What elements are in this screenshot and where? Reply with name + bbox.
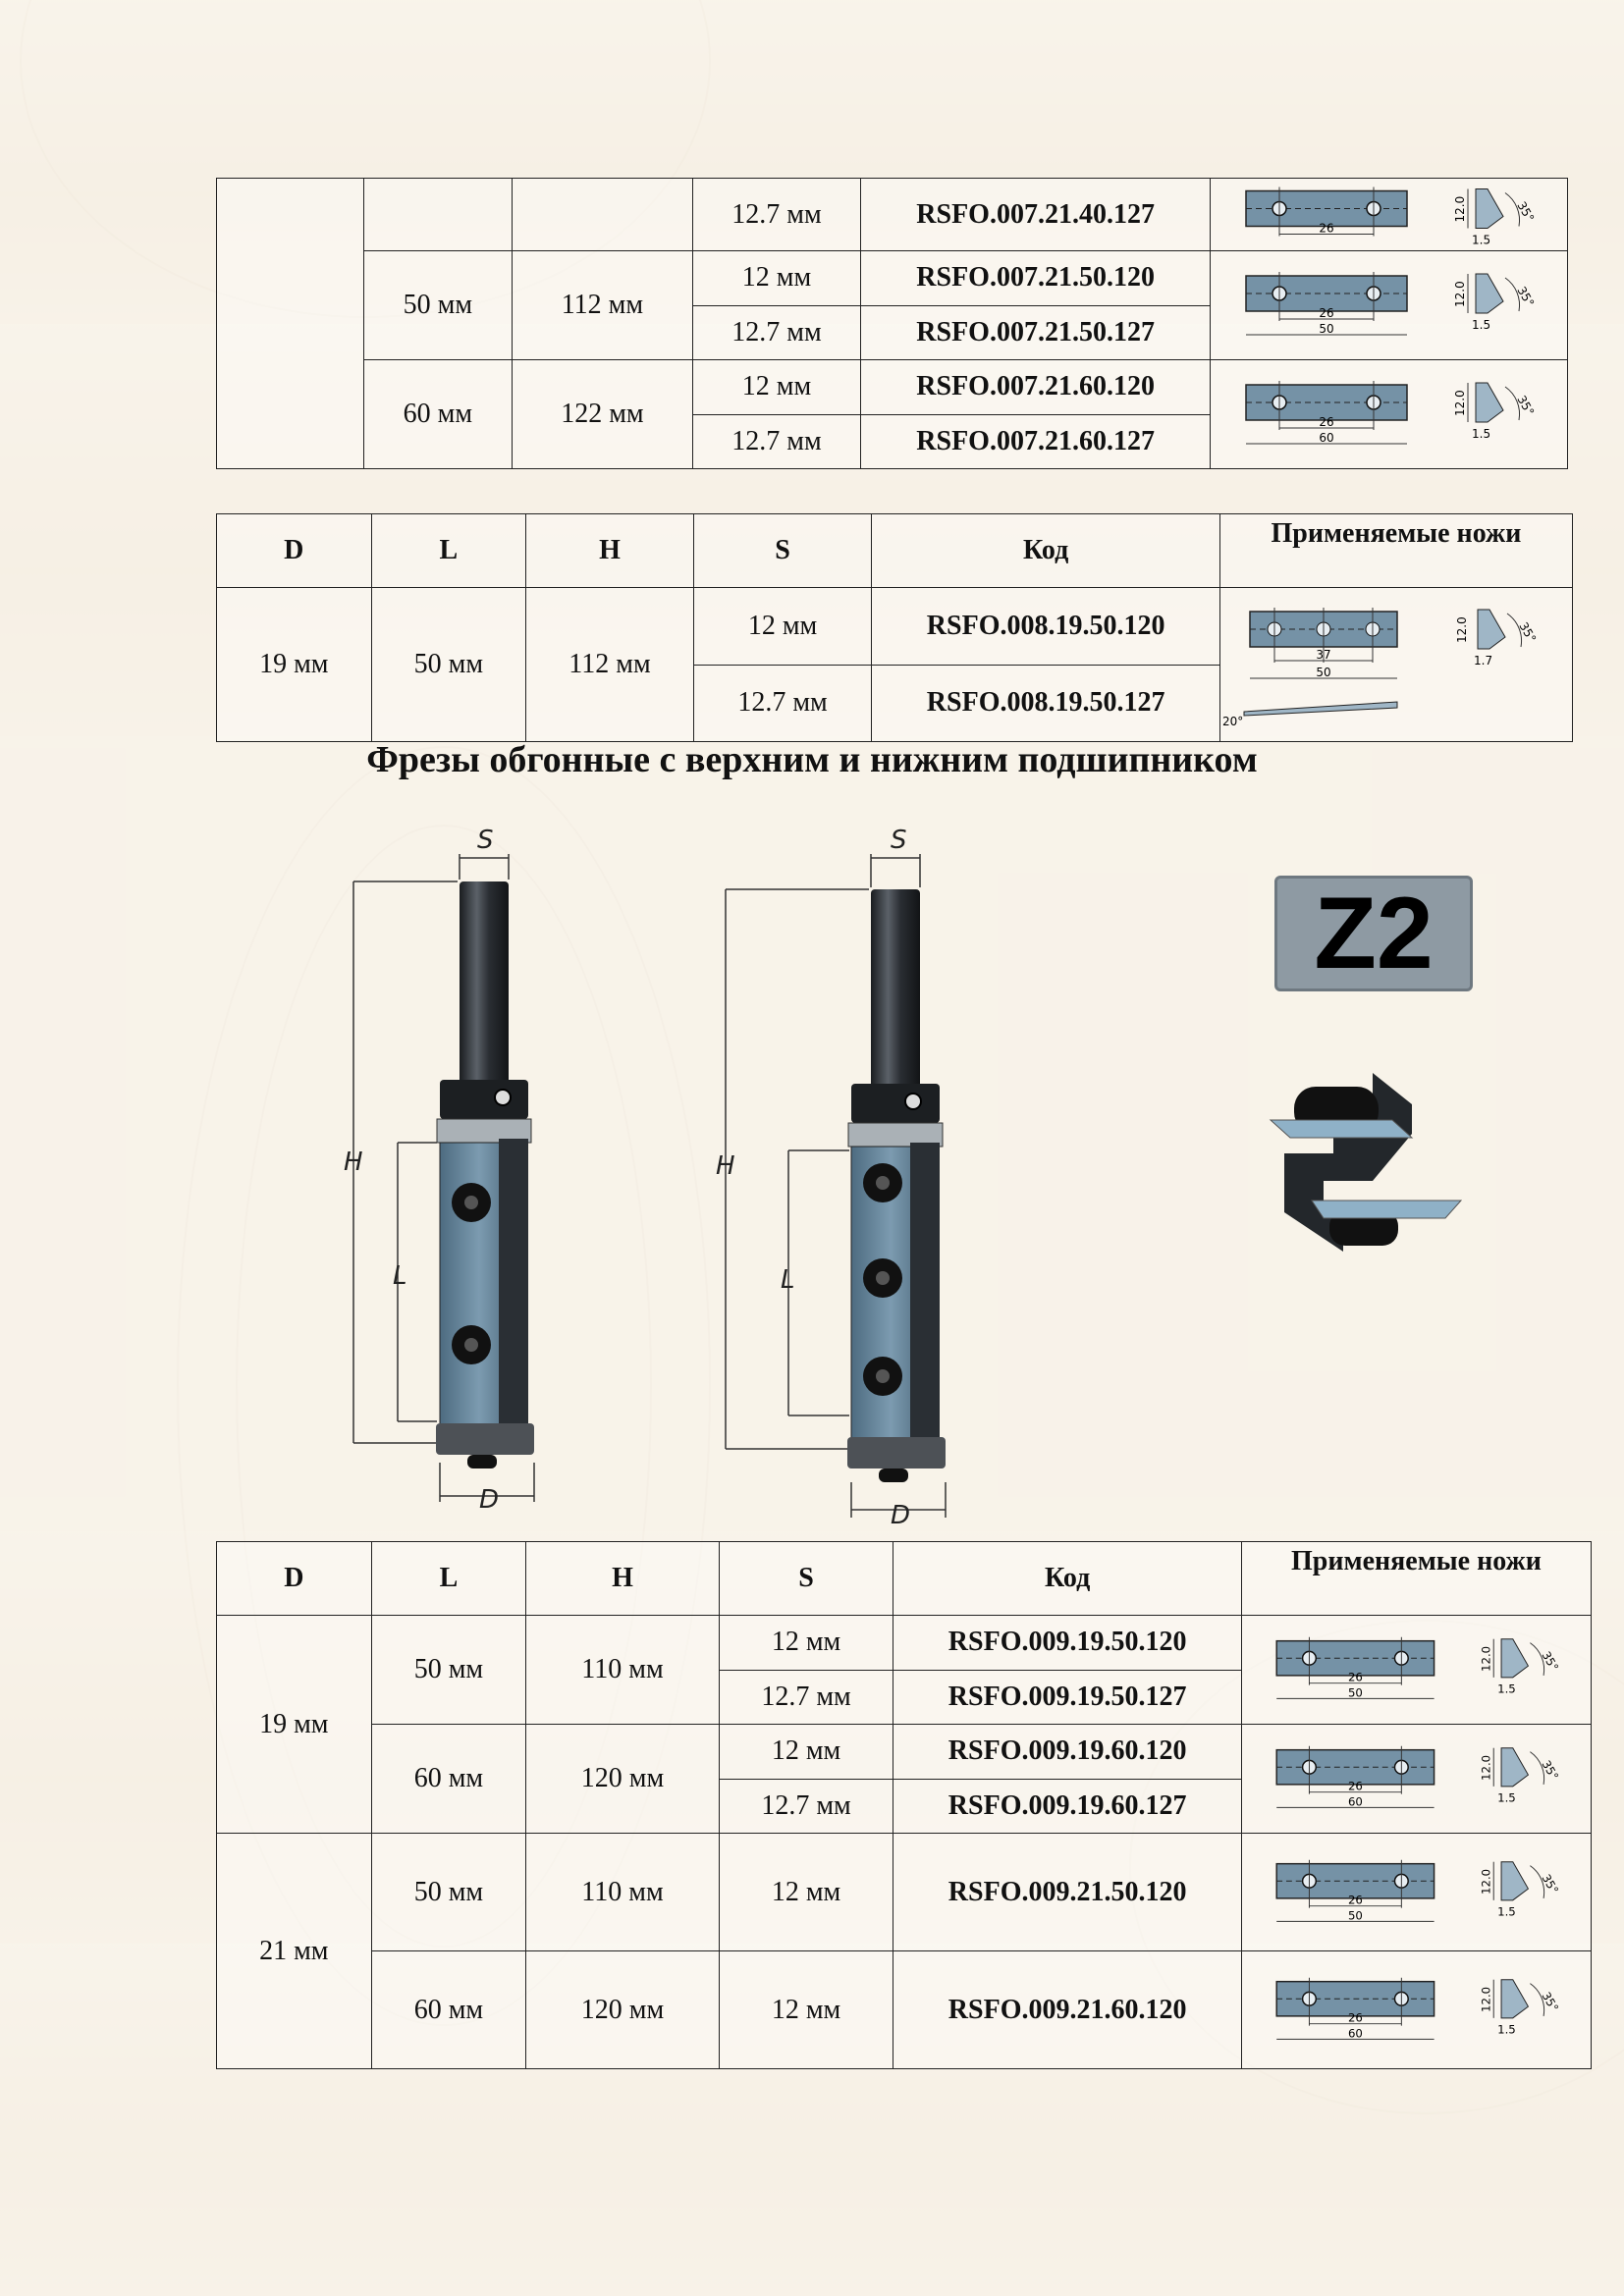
knife-dim-hole-spacing: 26 bbox=[1347, 1670, 1363, 1684]
knife-angle: 35° bbox=[1514, 284, 1538, 309]
l-cell: 50 мм bbox=[363, 251, 513, 360]
code-cell: RSFO.007.21.50.127 bbox=[861, 305, 1211, 360]
d-cell bbox=[217, 179, 364, 469]
cutter-drawing-two-screws bbox=[334, 815, 569, 1522]
header-row bbox=[217, 514, 1573, 588]
h-cell: 122 мм bbox=[513, 360, 693, 469]
header-h: H bbox=[526, 514, 694, 588]
knife-dim-height: 12.0 bbox=[1452, 281, 1467, 307]
knife-dim-thickness: 1.5 bbox=[1497, 1790, 1516, 1805]
knife-dim-hole-spacing: 26 bbox=[1347, 1893, 1363, 1907]
knife-dim-thickness: 1.7 bbox=[1473, 654, 1493, 667]
knife-dim-thickness: 1.5 bbox=[1497, 1682, 1516, 1696]
knife-dim-hole-spacing: 26 bbox=[1319, 221, 1334, 236]
table-row bbox=[217, 179, 1568, 251]
knife-dim-thickness: 1.5 bbox=[1471, 318, 1491, 332]
knife-dim-hole-spacing: 26 bbox=[1319, 306, 1334, 320]
header-d: D bbox=[217, 514, 372, 588]
code-cell: RSFO.009.19.60.127 bbox=[893, 1779, 1242, 1834]
knife-dim-height: 12.0 bbox=[1454, 616, 1469, 643]
knife-dim-length: 50 bbox=[1347, 1685, 1363, 1700]
knife-profile bbox=[1501, 1748, 1528, 1787]
label-h: H bbox=[716, 1151, 735, 1181]
h-cell: 112 мм bbox=[513, 251, 693, 360]
code-cell: RSFO.007.21.60.120 bbox=[861, 360, 1211, 415]
label-d: D bbox=[891, 1501, 911, 1530]
s-cell: 12.7 мм bbox=[692, 179, 861, 251]
table-rsfo-009 bbox=[216, 1541, 1592, 2069]
label-s: S bbox=[477, 826, 494, 855]
knife-dim-height: 12.0 bbox=[1479, 1754, 1493, 1781]
knife-dim-height: 12.0 bbox=[1479, 1986, 1493, 2012]
table-rsfo-007 bbox=[216, 178, 1568, 469]
header-l: L bbox=[371, 514, 526, 588]
s-cell: 12.7 мм bbox=[693, 665, 872, 742]
code-cell: RSFO.008.19.50.120 bbox=[872, 588, 1220, 666]
knife-svg bbox=[1211, 251, 1567, 359]
s-cell: 12 мм bbox=[719, 1834, 893, 1951]
knife-dim-hole-spacing: 26 bbox=[1347, 2010, 1363, 2025]
table-row bbox=[217, 1725, 1592, 1780]
knife-profile bbox=[1476, 274, 1503, 313]
knife-dim-length: 60 bbox=[1347, 2025, 1363, 2040]
knife-dim-thickness: 1.5 bbox=[1497, 2021, 1516, 2036]
header-h: H bbox=[526, 1542, 720, 1616]
h-cell bbox=[513, 179, 693, 251]
table-row bbox=[217, 1834, 1592, 1951]
knife-dim-hole-spacing: 26 bbox=[1319, 415, 1334, 429]
table-row bbox=[217, 1616, 1592, 1671]
d-cell: 19 мм bbox=[217, 588, 372, 742]
knife-profile bbox=[1476, 189, 1503, 229]
table-row bbox=[217, 251, 1568, 306]
knife-svg bbox=[1211, 360, 1567, 468]
knife-dim-length: 50 bbox=[1316, 666, 1331, 679]
knife-profile bbox=[1501, 1639, 1528, 1678]
code-cell: RSFO.009.21.60.120 bbox=[893, 1951, 1242, 2069]
knife-dim-length: 50 bbox=[1319, 322, 1334, 336]
cutting-profile-icon bbox=[1265, 1065, 1471, 1252]
code-cell: RSFO.009.19.50.120 bbox=[893, 1616, 1242, 1671]
knife-dim-thickness: 1.5 bbox=[1497, 1903, 1516, 1918]
h-cell: 110 мм bbox=[526, 1616, 720, 1725]
header-s: S bbox=[719, 1542, 893, 1616]
knife-dim-length: 60 bbox=[1347, 1794, 1363, 1809]
knife-dim-thickness: 1.5 bbox=[1471, 427, 1491, 441]
s-cell: 12.7 мм bbox=[692, 414, 861, 469]
header-knives: Применяемые ножи bbox=[1241, 1542, 1591, 1616]
s-cell: 12 мм bbox=[692, 251, 861, 306]
header-code: Код bbox=[872, 514, 1220, 588]
s-cell: 12 мм bbox=[719, 1616, 893, 1671]
h-cell: 110 мм bbox=[526, 1834, 720, 1951]
knife-dim-height: 12.0 bbox=[1452, 195, 1467, 223]
knife-angle: 35° bbox=[1539, 1648, 1562, 1674]
header-d: D bbox=[217, 1542, 372, 1616]
z2-badge: Z2 bbox=[1274, 876, 1473, 991]
l-cell: 50 мм bbox=[371, 588, 526, 742]
table-row bbox=[217, 1951, 1592, 2069]
knife-profile bbox=[1476, 383, 1503, 422]
knife-bevel-view bbox=[1244, 702, 1397, 716]
knife-drawing bbox=[1241, 1725, 1591, 1834]
knife-angle: 35° bbox=[1539, 1757, 1562, 1783]
table-row bbox=[217, 360, 1568, 415]
d-cell: 21 мм bbox=[217, 1834, 372, 2069]
table-row bbox=[217, 588, 1573, 666]
table-rsfo-008 bbox=[216, 513, 1573, 742]
knife-dim-height: 12.0 bbox=[1479, 1645, 1493, 1672]
knife-bevel-angle: 20° bbox=[1221, 715, 1244, 728]
s-cell: 12 мм bbox=[693, 588, 872, 666]
l-cell: 60 мм bbox=[371, 1725, 526, 1834]
knife-svg bbox=[1242, 1616, 1591, 1724]
knife-profile bbox=[1501, 1861, 1528, 1899]
h-cell: 120 мм bbox=[526, 1725, 720, 1834]
knife-angle: 35° bbox=[1539, 1989, 1562, 2014]
h-cell: 112 мм bbox=[526, 588, 694, 742]
code-cell: RSFO.008.19.50.127 bbox=[872, 665, 1220, 742]
l-cell bbox=[363, 179, 513, 251]
knife-profile bbox=[1478, 610, 1505, 649]
code-cell: RSFO.009.21.50.120 bbox=[893, 1834, 1242, 1951]
knife-angle: 35° bbox=[1516, 619, 1540, 645]
l-cell: 50 мм bbox=[371, 1616, 526, 1725]
code-cell: RSFO.009.19.60.120 bbox=[893, 1725, 1242, 1780]
knife-dim-height: 12.0 bbox=[1479, 1868, 1493, 1895]
header-s: S bbox=[693, 514, 872, 588]
knife-dim-hole-spacing: 37 bbox=[1316, 648, 1331, 662]
s-cell: 12.7 мм bbox=[719, 1670, 893, 1725]
knife-svg bbox=[1211, 179, 1567, 250]
cutter-drawing-three-screws bbox=[712, 815, 957, 1531]
header-knives: Применяемые ножи bbox=[1219, 514, 1572, 588]
knife-drawing bbox=[1241, 1951, 1591, 2069]
code-cell: RSFO.007.21.50.120 bbox=[861, 251, 1211, 306]
label-l: L bbox=[393, 1261, 407, 1291]
knife-svg-3hole bbox=[1220, 588, 1572, 741]
h-cell: 120 мм bbox=[526, 1951, 720, 2069]
knife-dim-length: 50 bbox=[1347, 1907, 1363, 1922]
s-cell: 12 мм bbox=[719, 1951, 893, 2069]
knife-angle: 35° bbox=[1514, 393, 1538, 418]
header-row bbox=[217, 1542, 1592, 1616]
header-code: Код bbox=[893, 1542, 1242, 1616]
knife-profile bbox=[1501, 1979, 1528, 2017]
label-d: D bbox=[479, 1485, 500, 1515]
knife-dim-height: 12.0 bbox=[1452, 390, 1467, 416]
s-cell: 12.7 мм bbox=[692, 305, 861, 360]
knife-drawing bbox=[1241, 1616, 1591, 1725]
l-cell: 50 мм bbox=[371, 1834, 526, 1951]
knife-angle: 35° bbox=[1514, 199, 1538, 225]
knife-svg bbox=[1242, 1835, 1591, 1950]
knife-dim-hole-spacing: 26 bbox=[1347, 1779, 1363, 1793]
code-cell: RSFO.009.19.50.127 bbox=[893, 1670, 1242, 1725]
s-cell: 12.7 мм bbox=[719, 1779, 893, 1834]
label-h: H bbox=[344, 1148, 363, 1177]
knife-drawing bbox=[1241, 1834, 1591, 1951]
d-cell: 19 мм bbox=[217, 1616, 372, 1834]
knife-drawing bbox=[1210, 179, 1567, 251]
header-l: L bbox=[371, 1542, 526, 1616]
code-cell: RSFO.007.21.60.127 bbox=[861, 414, 1211, 469]
s-cell: 12 мм bbox=[719, 1725, 893, 1780]
knife-drawing bbox=[1219, 588, 1572, 742]
knife-dim-thickness: 1.5 bbox=[1471, 233, 1491, 247]
l-cell: 60 мм bbox=[371, 1951, 526, 2069]
knife-svg bbox=[1242, 1952, 1591, 2068]
knife-dim-length: 60 bbox=[1319, 431, 1334, 445]
l-cell: 60 мм bbox=[363, 360, 513, 469]
code-cell: RSFO.007.21.40.127 bbox=[861, 179, 1211, 251]
knife-angle: 35° bbox=[1539, 1871, 1562, 1896]
label-s: S bbox=[891, 826, 907, 855]
knife-drawing bbox=[1210, 251, 1567, 360]
knife-drawing bbox=[1210, 360, 1567, 469]
label-l: L bbox=[781, 1265, 795, 1295]
section-title: Фрезы обгонные с верхним и нижним подшипником bbox=[366, 739, 1258, 780]
knife-svg bbox=[1242, 1725, 1591, 1833]
s-cell: 12 мм bbox=[692, 360, 861, 415]
